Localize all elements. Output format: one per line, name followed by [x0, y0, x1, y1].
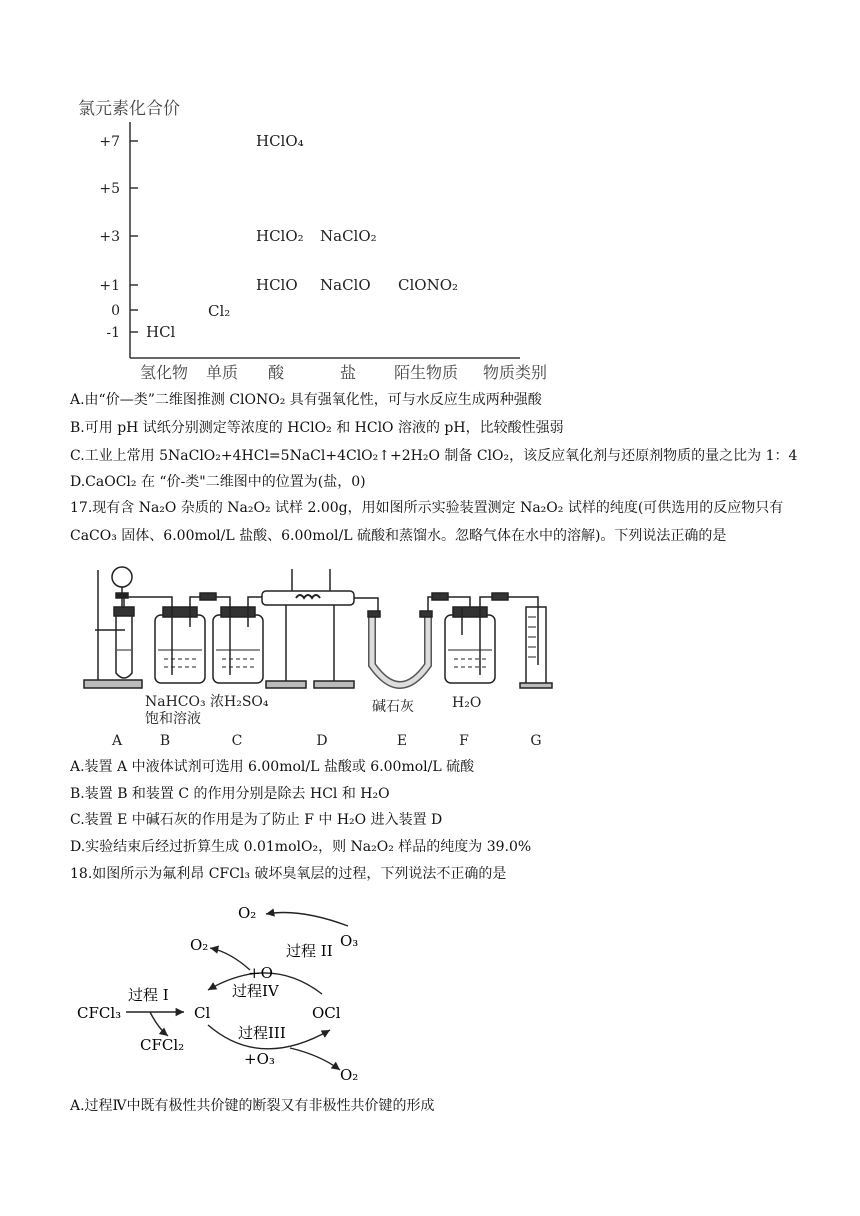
- x-category-label: 陌生物质: [394, 363, 459, 382]
- device-label-f: F: [459, 733, 469, 749]
- cl-label: Cl: [194, 1004, 211, 1022]
- y-tick-label: -1: [106, 325, 120, 341]
- q16-option-b: B.可用 pH 试纸分别测定等浓度的 HClO₂ 和 HClO 溶液的 pH，比较酸性强弱: [70, 420, 564, 436]
- label-b-reagent1: NaHCO₃: [145, 694, 206, 710]
- q17-option-c: C.装置 E 中碱石灰的作用是为了防止 F 中 H₂O 进入装置 D: [70, 812, 443, 828]
- process1-label: 过程 I: [128, 986, 169, 1004]
- label-c-reagent: 浓H₂SO₄: [210, 694, 269, 710]
- ozone-cycle-diagram: [0, 890, 860, 1090]
- y-tick-label: +3: [99, 229, 120, 245]
- label-f-reagent: H₂O: [452, 695, 482, 711]
- plus-o-label: +O: [248, 964, 273, 982]
- data-point-label: NaClO: [320, 276, 371, 294]
- data-point-label: HClO₄: [256, 132, 304, 150]
- o2-left-label: O₂: [190, 936, 209, 954]
- cfcl3-label: CFCl₃: [77, 1004, 122, 1022]
- process2-label: 过程 II: [286, 942, 333, 960]
- data-point-label: HClO: [256, 276, 298, 294]
- data-point-label: Cl₂: [208, 302, 231, 320]
- device-label-b: B: [159, 733, 171, 749]
- y-tick-label: 0: [111, 303, 120, 319]
- chart-ylabel: 氯元素化合价: [78, 99, 180, 119]
- process3-label: 过程III: [238, 1024, 286, 1042]
- y-tick-label: +5: [99, 181, 120, 197]
- device-label-g: G: [530, 733, 542, 749]
- q18-stem: 18.如图所示为氟利昂 CFCl₃ 破坏臭氧层的过程，下列说法不正确的是: [70, 866, 507, 882]
- device-label-a: A: [111, 733, 123, 749]
- device-label-e: E: [396, 733, 408, 749]
- device-label-c: C: [231, 733, 243, 749]
- data-point-label: ClONO₂: [398, 276, 459, 294]
- valence-class-chart: [0, 0, 860, 390]
- q18-option-a: A.过程Ⅳ中既有极性共价键的断裂又有非极性共价键的形成: [70, 1098, 435, 1114]
- data-point-label: HCl: [146, 323, 176, 341]
- o2-bottom-label: O₂: [340, 1066, 359, 1084]
- chart-xlabel: 物质类别: [483, 363, 548, 382]
- label-b-reagent2: 饱和溶液: [145, 711, 201, 727]
- label-e-reagent: 碱石灰: [372, 699, 414, 715]
- q16-option-a: A.由“价—类”二维图推测 ClONO₂ 具有强氧化性，可与水反应生成两种强酸: [70, 392, 542, 408]
- x-category-label: 单质: [206, 363, 239, 382]
- ocl-label: OCl: [312, 1004, 341, 1022]
- device-label-d: D: [316, 733, 328, 749]
- y-tick-label: +1: [99, 278, 120, 294]
- process4-label: 过程IV: [232, 982, 279, 1000]
- plus-o3-label: +O₃: [244, 1050, 275, 1068]
- data-point-label: NaClO₂: [320, 227, 377, 245]
- y-tick-label: +7: [99, 134, 120, 150]
- q16-option-c: C.工业上常用 5NaClO₂+4HCl=5NaCl+4ClO₂↑+2H₂O 制备 ClO₂，该反应氧化剂与还原剂物质的量之比为 1：4: [70, 448, 798, 464]
- x-category-label: 氢化物: [140, 363, 189, 382]
- o3-top-label: O₃: [340, 932, 359, 950]
- q17-option-d: D.实验结束后经过折算生成 0.01molO₂，则 Na₂O₂ 样品的纯度为 39.0%: [70, 839, 532, 855]
- q17-option-b: B.装置 B 和装置 C 的作用分别是除去 HCl 和 H₂O: [70, 786, 390, 802]
- x-category-label: 酸: [268, 363, 285, 382]
- cfcl2-label: CFCl₂: [140, 1036, 185, 1054]
- data-point-label: HClO₂: [256, 227, 304, 245]
- x-category-label: 盐: [340, 363, 357, 382]
- q17-stem-line1: 17.现有含 Na₂O 杂质的 Na₂O₂ 试样 2.00g，用如图所示实验装置测定 Na₂O₂ 试样的纯度(可供选用的反应物只有: [70, 500, 784, 516]
- q17-option-a: A.装置 A 中液体试剂可选用 6.00mol/L 盐酸或 6.00mol/L 硫酸: [70, 759, 475, 775]
- q16-option-d: D.CaOCl₂ 在 “价-类"二维图中的位置为(盐，0): [70, 474, 366, 490]
- o2-top-label: O₂: [238, 904, 257, 922]
- apparatus-diagram: [0, 555, 860, 755]
- q17-stem-line2: CaCO₃ 固体、6.00mol/L 盐酸、6.00mol/L 硫酸和蒸馏水。忽略气体在水中的溶解)。下列说法正确的是: [70, 528, 727, 544]
